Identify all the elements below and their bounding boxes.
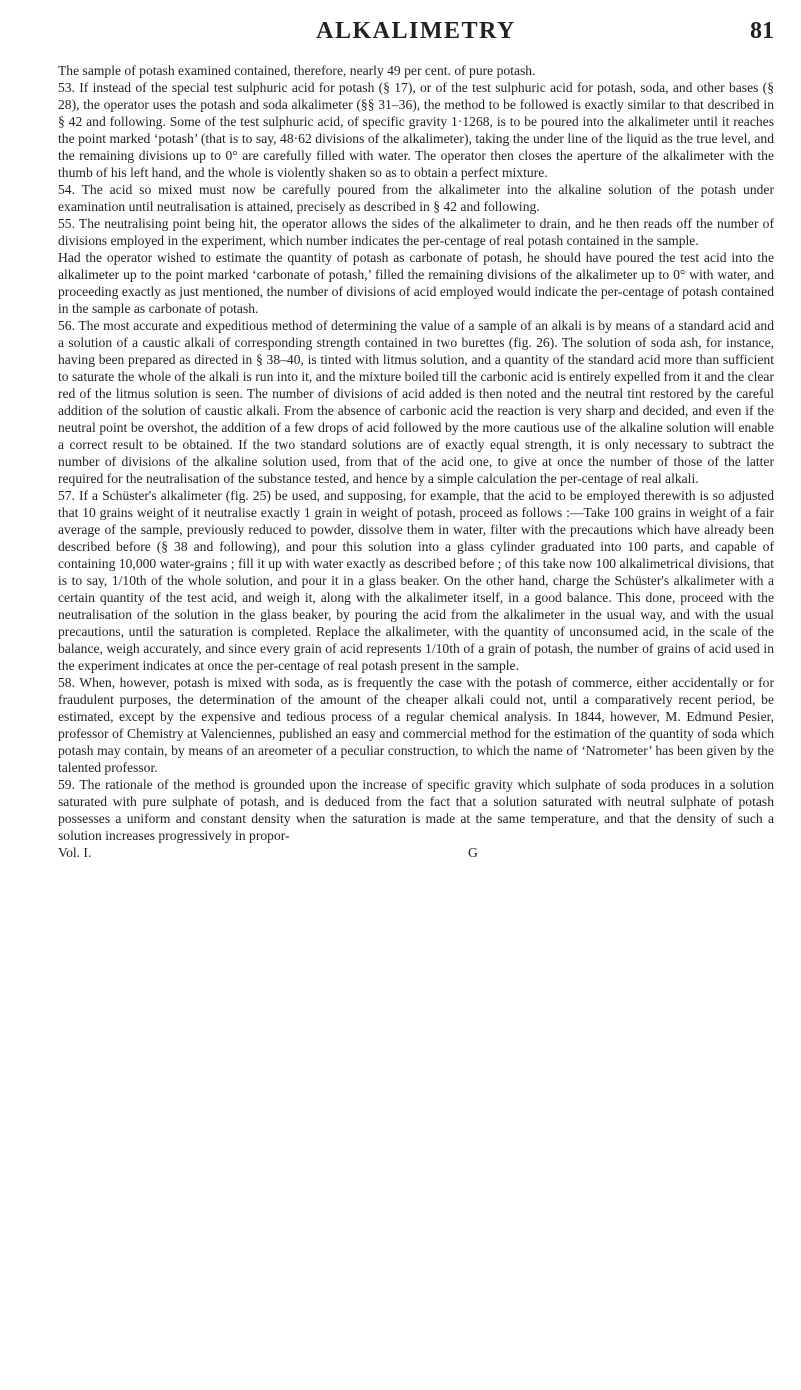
paragraph-55: 55. The neutralising point being hit, the operator allows the sides of the alkalimeter to drain, and he then reads off the number of divisions employed in the experiment, which number indicates the per-centage of real potash contained in the sample. [58,216,774,248]
paragraph-57: 57. If a Schüster's alkalimeter (fig. 25) be used, and supposing, for example, that the acid to be employed therewith is so adjusted that 10 grains weight of it neutralise exactly 1 grain in weight of potash, proceed as follows :—Take 100 grains in weight of a fair average of the sample, previously reduced to powder, dissolve them in water, filter with the precautions which have already been described before (§ 38 and following), and pour this solution into a glass cylinder graduated into 100 parts, and capable of containing 10,000 water-grains ; fill it up with water exactly as described before ; of this take now 100 alkalimetrical divisions, that is to say, 1/10th of the whole solution, and pour it in a glass beaker. On the other hand, charge the Schüster's alkalimeter with a certain quantity of the test acid, and weigh it, along with the alkalimeter itself, in a good balance. This done, proceed with the neutralisation of the solution in the glass beaker, by pouring the acid from the alkalimeter in the usual way, and with the usual precautions, until the saturation is completed. Replace the alkalimeter, with the quantity of unconsumed acid, in the scale of the balance, weigh accurately, and since every grain of acid represents 1/10th of a grain of potash, the number of grains of acid used in the experiment indicates at once the per-centage of real potash present in the sample. [58,488,774,673]
paragraph-58: 58. When, however, potash is mixed with soda, as is frequently the case with the potash of commerce, either accidentally or for fraudulent purposes, the determination of the amount of the cheaper alkali could not, until a comparatively recent period, be estimated, except by the expensive and tedious process of a regular chemical analysis. In 1844, however, M. Edmund Pesier, professor of Chemistry at Valenciennes, published an easy and commercial method for the estimation of the quantity of soda which potash may contain, by means of an areometer of a peculiar construction, to which the name of ‘Natrometer’ has been given by the talented professor. [58,675,774,775]
paragraph-59: 59. The rationale of the method is grounded upon the increase of specific gravity which sulphate of soda produces in a solution saturated with pure sulphate of potash, and is deduced from the fact that a solution saturated with neutral sulphate of potash possesses a uniform and constant density when the saturation is made at the same temperature, and that the density of such a solution increases progressively in propor- [58,777,774,843]
page-header [58,18,774,58]
paragraph-53: 53. If instead of the special test sulphuric acid for potash (§ 17), or of the test sulphuric acid for potash, soda, and other bases (§ 28), the operator uses the potash and soda alkalimeter (§§ 31–36), the method to be followed is exactly similar to that described in § 42 and following. Some of the test sulphuric acid, of specific gravity 1·1268, is to be poured into the alkalimeter until it reaches the point marked ‘potash’ (that is to say, 48·62 divisions of the alkalimeter), taking the under line of the liquid as the true level, and the remaining divisions up to 0° are carefully filled with water. The operator then closes the aperture of the alkalimeter with the thumb of his left hand, and the whole is violently shaken so as to obtain a perfect mixture. [58,80,774,180]
page-footer [58,844,774,862]
volume-label: Vol. I. [58,845,92,860]
paragraph-54: 54. The acid so mixed must now be carefully poured from the alkalimeter into the alkaline solution of the potash under examination until neutralisation is attained, precisely as described in § 42 and following. [58,182,774,214]
paragraph-56: 56. The most accurate and expeditious method of determining the value of a sample of an alkali is by means of a standard acid and a solution of a caustic alkali of corresponding strength contained in two burettes (fig. 26). The solution of soda ash, for instance, having been prepared as directed in § 38–40, is tinted with litmus solution, and a quantity of the standard acid more than sufficient to saturate the whole of the alkali is run into it, and the mixture boiled till the carbonic acid is entirely expelled from it and the clear red of the litmus solution is seen. The number of divisions of acid added is then noted and the neutral tint restored by the careful addition of the solution of caustic alkali. From the absence of carbonic acid the reaction is very sharp and decided, and even if the neutral point be overshot, the addition of a few drops of acid followed by the more cautious use of the alkaline solution will enable a correct result to be obtained. If the two standard solutions are of exactly equal strength, it is only necessary to subtract the number of divisions of the alkaline solution used, from that of the acid one, to give at once the number of those of the latter required for the neutralisation of the substance tested, and hence by a simple calculation the per-centage of real alkali. [58,318,774,486]
paragraph-intro: The sample of potash examined contained, therefore, nearly 49 per cent. of pure potash. [58,63,536,78]
page-number: 81 [750,18,774,44]
paragraph-55-cont: Had the operator wished to estimate the quantity of potash as carbonate of potash, he should have poured the test acid into the alkalimeter up to the point marked ‘carbonate of potash,’ filled the remaining divisions of the alkalimeter up to 0° with water, and proceeding exactly as just mentioned, the number of divisions of acid employed would indicate the per-centage of potash contained in the sample as carbonate of potash. [58,250,774,316]
body-text [58,62,774,844]
page [58,18,774,862]
running-title: ALKALIMETRY [316,18,516,44]
signature-mark: G [468,845,478,860]
